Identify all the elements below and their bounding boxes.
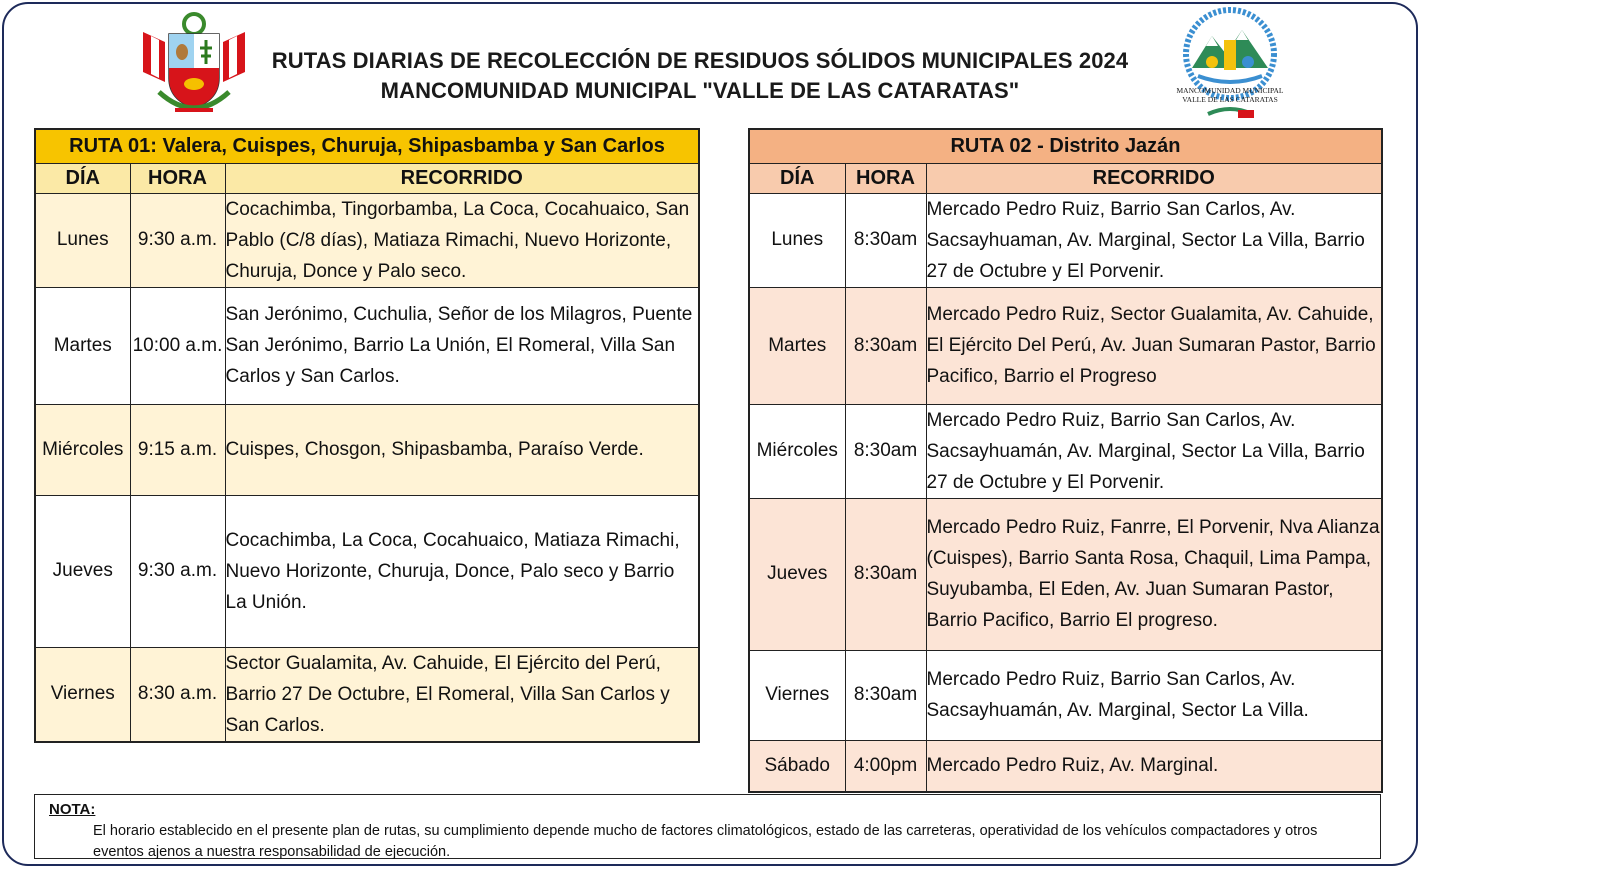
route-cell: Cocachimba, Tingorbamba, La Coca, Cocahuaico, San Pablo (C/8 días), Matiaza Rimachi, Nuevo Horizonte, Churuja, Donce y Palo seco. [225, 193, 699, 287]
hour-cell: 8:30am [845, 404, 926, 498]
table-row [749, 740, 1382, 792]
note-box [34, 794, 1381, 859]
route-cell: Mercado Pedro Ruiz, Barrio San Carlos, Av. Sacsayhuamán, Av. Marginal, Sector La Villa. [926, 650, 1382, 740]
hour-cell: 10:00 a.m. [130, 287, 225, 404]
table-row [749, 404, 1382, 498]
table-row [749, 287, 1382, 404]
table-row [749, 193, 1382, 287]
table-row [749, 650, 1382, 740]
page-title-line1: RUTAS DIARIAS DE RECOLECCIÓN DE RESIDUOS SÓLIDOS MUNICIPALES 2024 [271, 48, 1129, 73]
route-02-table [748, 128, 1383, 793]
day-cell: Martes [749, 287, 845, 404]
day-cell: Jueves [35, 495, 130, 647]
note-label: NOTA: [49, 801, 96, 818]
mancomunidad-logo-text [1160, 86, 1300, 104]
hour-cell: 4:00pm [845, 740, 926, 792]
logo-text-line1: MANCOMUNIDAD MUNICIPAL [1176, 86, 1284, 95]
day-cell: Martes [35, 287, 130, 404]
peru-coat-of-arms-icon [135, 12, 253, 120]
column-header-route: RECORRIDO [926, 163, 1382, 193]
hour-cell: 9:30 a.m. [130, 495, 225, 647]
table-row [749, 498, 1382, 650]
page-title [260, 46, 1140, 106]
mancomunidad-logo-icon [1168, 6, 1292, 122]
route-cell: Cocachimba, La Coca, Cocahuaico, Matiaza Rimachi, Nuevo Horizonte, Churuja, Donce, Palo seco y Barrio La Unión. [225, 495, 699, 647]
hour-cell: 8:30am [845, 193, 926, 287]
day-cell: Sábado [749, 740, 845, 792]
column-header-day: DÍA [35, 163, 130, 193]
table-row [35, 404, 699, 495]
day-cell: Miércoles [35, 404, 130, 495]
note-text: El horario establecido en el presente plan de rutas, su cumplimiento depende mucho de factores climatológicos, estado de las carreteras, operatividad de los vehículos compactadores y otros eventos ajenos a nuestra responsabilidad de ejecución. [93, 823, 1318, 860]
column-header-day: DÍA [749, 163, 845, 193]
route-cell: Sector Gualamita, Av. Cahuide, El Ejército del Perú, Barrio 27 De Octubre, El Romeral, Villa San Carlos y San Carlos. [225, 647, 699, 742]
route-cell: Mercado Pedro Ruiz, Barrio San Carlos, Av. Sacsayhuaman, Av. Marginal, Sector La Villa, Barrio 27 de Octubre y El Porvenir. [926, 193, 1382, 287]
route-cell: Mercado Pedro Ruiz, Sector Gualamita, Av. Cahuide, El Ejército Del Perú, Av. Juan Sumaran Pastor, Barrio Pacifico, Barrio el Progreso [926, 287, 1382, 404]
route-cell: San Jerónimo, Cuchulia, Señor de los Milagros, Puente San Jerónimo, Barrio La Unión, El Romeral, Villa San Carlos y San Carlos. [225, 287, 699, 404]
day-cell: Jueves [749, 498, 845, 650]
column-header-hour: HORA [845, 163, 926, 193]
day-cell: Miércoles [749, 404, 845, 498]
route-cell: Mercado Pedro Ruiz, Barrio San Carlos, Av. Sacsayhuamán, Av. Marginal, Sector La Villa, Barrio 27 de Octubre y El Porvenir. [926, 404, 1382, 498]
column-header-route: RECORRIDO [225, 163, 699, 193]
column-header-hour: HORA [130, 163, 225, 193]
page-title-line2: MANCOMUNIDAD MUNICIPAL "VALLE DE LAS CATARATAS" [380, 78, 1020, 103]
table-row [35, 495, 699, 647]
route-cell: Mercado Pedro Ruiz, Fanrre, El Porvenir, Nva Alianza (Cuispes), Barrio Santa Rosa, Chaquil, Lima Pampa, Suyubamba, El Eden, Av. Juan Sumaran Pastor, Barrio Pacifico, Barrio El progreso. [926, 498, 1382, 650]
day-cell: Viernes [35, 647, 130, 742]
route-02-title: RUTA 02 - Distrito Jazán [749, 129, 1382, 163]
table-row [35, 287, 699, 404]
day-cell: Viernes [749, 650, 845, 740]
table-row [35, 193, 699, 287]
hour-cell: 8:30am [845, 498, 926, 650]
day-cell: Lunes [749, 193, 845, 287]
day-cell: Lunes [35, 193, 130, 287]
table-row [35, 647, 699, 742]
logo-text-line2: VALLE DE LAS CATARATAS [1182, 95, 1278, 104]
route-01-title: RUTA 01: Valera, Cuispes, Churuja, Shipasbamba y San Carlos [35, 129, 699, 163]
route-cell: Mercado Pedro Ruiz, Av. Marginal. [926, 740, 1382, 792]
hour-cell: 8:30am [845, 287, 926, 404]
hour-cell: 8:30 a.m. [130, 647, 225, 742]
hour-cell: 9:15 a.m. [130, 404, 225, 495]
hour-cell: 8:30am [845, 650, 926, 740]
hour-cell: 9:30 a.m. [130, 193, 225, 287]
route-cell: Cuispes, Chosgon, Shipasbamba, Paraíso Verde. [225, 404, 699, 495]
route-01-table [34, 128, 700, 743]
